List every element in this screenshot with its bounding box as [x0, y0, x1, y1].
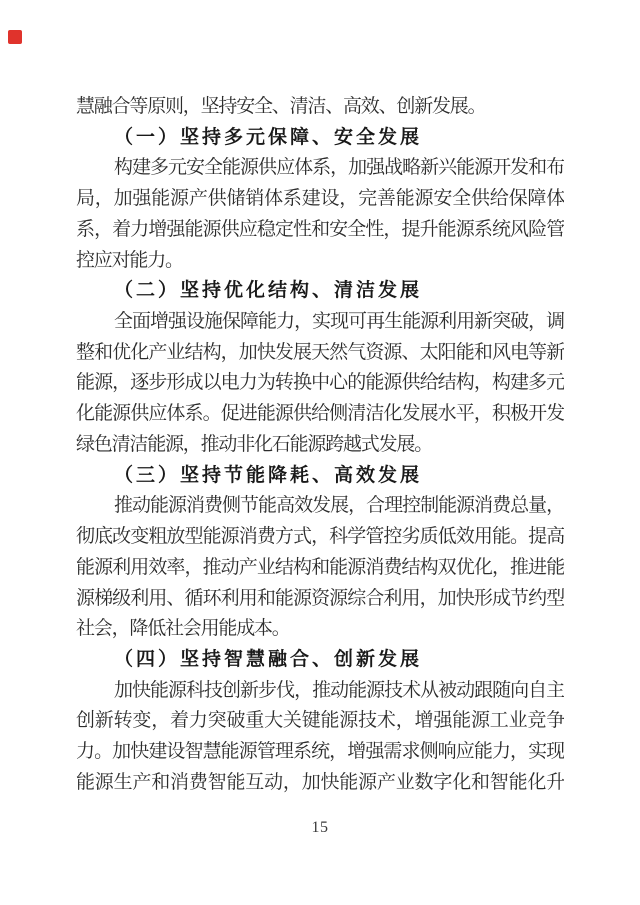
- text-line: 加快能源科技创新步伐，推动能源技术从被动跟随向自主: [114, 679, 564, 701]
- red-click-marker-icon: [8, 30, 22, 44]
- text-line: 创新转变，着力突破重大关键能源技术，增强能源工业竞争: [76, 710, 564, 732]
- text-line: 源梯级利用、循环利用和能源资源综合利用，加快形成节约型: [76, 587, 564, 609]
- section-heading: （四）坚持智慧融合、创新发展: [114, 648, 423, 670]
- document-body: [76, 92, 564, 799]
- text-line: 局，加强能源产供储销体系建设，完善能源安全供给保障体: [76, 188, 564, 210]
- text-line: 绿色清洁能源，推动非化石能源跨越式发展。: [76, 433, 433, 455]
- text-line: 能源生产和消费智能互动，加快能源产业数字化和智能化升: [76, 771, 564, 793]
- text-line: 能源，逐步形成以电力为转换中心的能源供给结构，构建多元: [76, 372, 564, 394]
- text-line: 力。加快建设智慧能源管理系统，增强需求侧响应能力，实现: [76, 741, 564, 763]
- section-heading: （一）坚持多元保障、安全发展: [114, 126, 423, 148]
- text-line: 能源利用效率，推动产业结构和能源消费结构双优化，推进能: [76, 556, 564, 578]
- text-line: 化能源供应体系。促进能源供给侧清洁化发展水平，积极开发: [76, 403, 564, 425]
- text-line: 构建多元安全能源供应体系，加强战略新兴能源开发和布: [114, 157, 564, 179]
- text-line: 整和优化产业结构，加快发展天然气资源、太阳能和风电等新: [76, 341, 564, 363]
- text-line: 社会，降低社会用能成本。: [76, 618, 290, 640]
- text-line: 控应对能力。: [76, 249, 183, 271]
- page-number: 15: [311, 819, 329, 836]
- text-line: 全面增强设施保障能力，实现可再生能源利用新突破，调: [114, 311, 564, 333]
- text-line: 慧融合等原则，坚持安全、清洁、高效、创新发展。: [76, 96, 486, 117]
- text-line: 系，着力增强能源供应稳定性和安全性，提升能源系统风险管: [76, 218, 564, 240]
- text-line: 推动能源消费侧节能高效发展，合理控制能源消费总量，: [114, 495, 564, 517]
- section-heading: （二）坚持优化结构、清洁发展: [114, 280, 423, 302]
- section-heading: （三）坚持节能降耗、高效发展: [114, 464, 423, 486]
- text-line: 彻底改变粗放型能源消费方式，科学管控劣质低效用能。提高: [76, 526, 564, 548]
